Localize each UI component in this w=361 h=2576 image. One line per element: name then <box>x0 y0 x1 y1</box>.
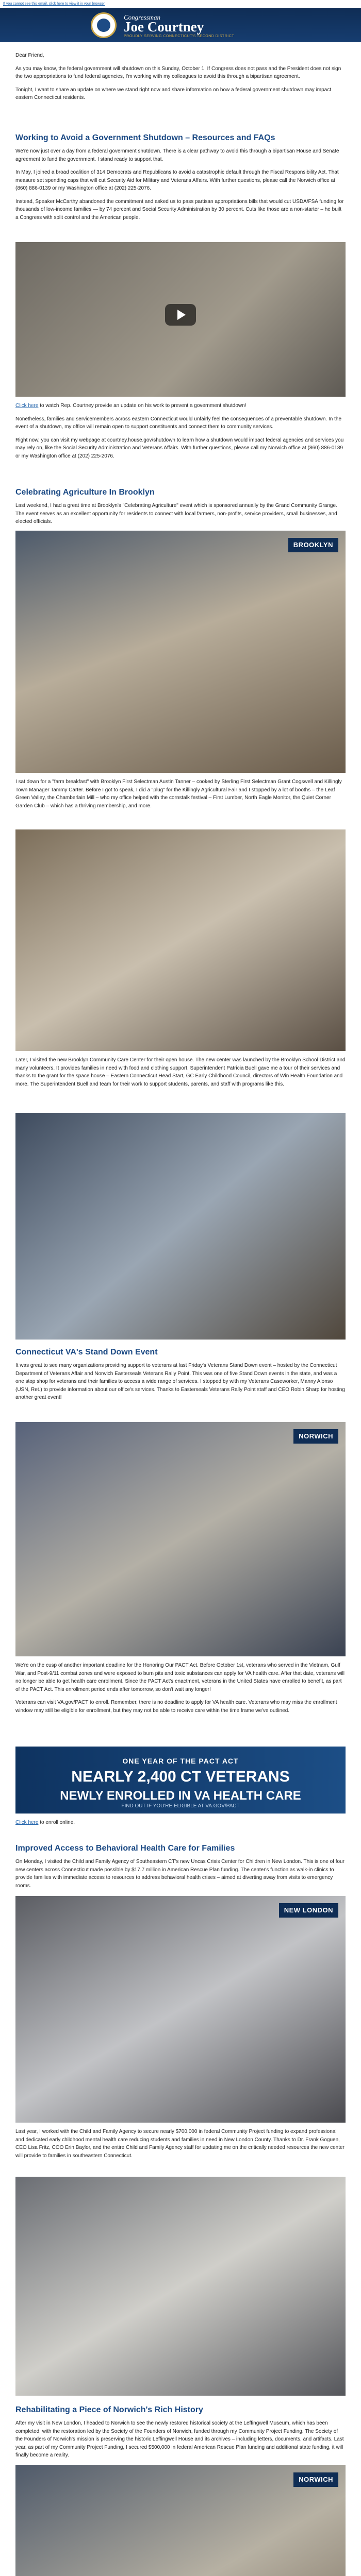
ad-caption <box>15 1819 346 1827</box>
norwich-history-section <box>15 2405 346 2465</box>
new-london-photo <box>15 1896 346 2123</box>
ad-caption-wrap <box>15 1817 346 1832</box>
section-paragraph: Last weekend, I had a great time at Brooklyn's "Celebrating Agriculture" event which is sponsored annually by the Grand Community Grange. The event serves as an excellent opportunity for residents to connect with local farmers, non-profits, service providers, small businesses, and elected officials. <box>15 503 337 524</box>
brooklyn-care-center-photo <box>15 829 346 1051</box>
shutdown-section <box>15 133 346 227</box>
intro-paragraph: As you may know, the federal government will shutdown on this Sunday, October 1. If Congress does not pass and the President does not sign the two appropriations to fund federal agencies, I'm working with my colleagues to avoid this through a bipartisan agreement. <box>15 65 341 79</box>
video-caption <box>15 402 346 410</box>
agriculture-caption <box>15 1056 346 1093</box>
agriculture-section-cont <box>15 778 346 815</box>
norwich-history-photo <box>15 2465 346 2576</box>
section-paragraph: We're now just over a day from a federal government shutdown. There is a clear pathway to avoid this through a bipartisan House and Senate agreement to fund the government. I stand ready to support that. <box>15 148 339 162</box>
shutdown-section-cont <box>15 400 346 465</box>
photo-caption: Later, I visited the new Brooklyn Community Care Center for their open house. The new center was launched by the Brooklyn School District and many volunteers. It provides families in need with food and clothing support. Superintendent Patricia Buell gave me a tour of their services and thanks to the grant for the space house – Eastern Connecticut Head Start, GC Early Childhood Council, directors of Win Health Foundation and more. The Superintendent Buell and team for their work to support students, parents, and staff with programs like this. <box>15 1057 346 1087</box>
view-in-browser-link[interactable]: If you cannot see this email, click here to view it in your browser <box>3 2 105 6</box>
banner-title-name: Joe Courtney <box>124 19 204 35</box>
ad-headline: NEARLY 2,400 CT VETERANS <box>71 1768 290 1785</box>
location-tag: NORWICH <box>293 1429 338 1444</box>
location-tag: NEW LONDON <box>279 1903 338 1918</box>
location-tag: NORWICH <box>293 2472 338 2487</box>
ad-caption-text: to enroll online. <box>38 1820 75 1825</box>
crisis-center-photo <box>15 2177 346 2396</box>
congress-seal-icon <box>91 12 117 38</box>
ad-line: ONE YEAR OF THE PACT ACT <box>122 1757 239 1765</box>
section-paragraph: In May, I joined a broad coalition of 314 Democrats and Republicans to avoid a catastrophic default through the Fiscal Responsibility Act. That measure set spending caps that will cut Security Aid for Military and Veterans Affairs. With further questions, please call the Norwich office at (860) 886-0139 or my Washington office at (202) 225-2076. <box>15 170 339 191</box>
section-paragraph: Instead, Speaker McCarthy abandoned the commitment and asked us to pass partisan appropriations bills that would cut USDA/FSA funding for thousands of low-income families — by 74 percent and Social Security Administration by 30 percent. Cuts like those are a non-starter – he built a Congress with split control and the American people. <box>15 198 344 221</box>
section-paragraph: It was great to see many organizations providing support to veterans at last Friday's Veterans Stand Down event – hosted by the Connecticut Department of Veterans Affair and Norwich Easterseals Veterans Rally Point. This was one of five Stand Down events in the state, and was a one stop shop for veterans and their families to access a wide range of services. I stopped by with my Veterans Caseworker, Manny Alonso (USN, Ret.) to provide information about our office's services. Thanks to Easterseals Veterans Rally Point staff and CEO Robin Sharp for hosting another great event! <box>15 1363 345 1400</box>
section-paragraph: I sat down for a "farm breakfast" with Brooklyn First Selectman Austin Tanner – cooked by Sterling First Selectman Grant Cogswell and Killingly Town Manager Tammy Carter. Before I got to speak, I did a "plug" for the Killingly Agricultural Fair and I stopped by a lot of booths – the Leaf Green Valley, the Chamberlain Mill – who my office helped with the cornstalk festival – First Lumber, North Eagle Monitor, the Quiet Corner Garden Club – which has a thriving membership, and more. <box>15 779 342 809</box>
behavioral-health-cont <box>15 2128 346 2165</box>
pact-act-ad[interactable] <box>15 1747 346 1814</box>
stand-down-section-cont <box>15 1662 346 1720</box>
banner-title-prefix: Congressman <box>124 13 161 21</box>
stand-down-section <box>15 1347 346 1407</box>
section-paragraph: We're on the cusp of another important deadline for the Honoring Our PACT Act. Before October 1st, veterans who served in the Vietnam, Gulf War, and Post-9/11 combat zones and were exposed to burn pits and toxic substances can apply for VA health care. After that date, veterans will no longer be able to get health care enrollment. Since the PACT Act's enactment, veterans in the United States have enrolled to benefit, as part of the PACT Act. This enrollment period ends after tomorrow, so don't wait any longer! <box>15 1663 344 1692</box>
header-banner <box>0 8 361 42</box>
section-title: Improved Access to Behavioral Health Care for Families <box>15 1844 235 1853</box>
section-paragraph: After my visit in New London, I headed to Norwich to see the newly restored historical society at the Leffingwell Museum, which has been completed, with the restoration led by the Society of the Founders of Norwich, funded through my Community Project Funding. The Society of the Founders of Norwich's mission is preserving the historic Leffingwell House and its archives – including letters, documents, and artifacts. Last year, as part of my Community Project Funding, I secured $500,000 in federal American Rescue Plan funding and additional state funding, it will finally become a reality. <box>15 2420 344 2458</box>
brooklyn-breakfast-photo <box>15 531 346 773</box>
stand-down-photo <box>15 1422 346 1656</box>
section-paragraph: Veterans can visit VA.gov/PACT to enroll. Remember, there is no deadline to apply for VA health care. Veterans who may miss the enrollment window may still be eligible for enrollment, but they may not be able to receive care within the time frame we've outlined. <box>15 1700 337 1714</box>
ad-footer: FIND OUT IF YOU'RE ELIGIBLE AT VA.GOV/PACT <box>121 1803 240 1809</box>
section-title: Rehabilitating a Piece of Norwich's Rich History <box>15 2405 203 2414</box>
intro-section <box>15 52 346 107</box>
section-title: Connecticut VA's Stand Down Event <box>15 1348 158 1357</box>
behavioral-health-section <box>15 1843 346 1895</box>
section-title: Celebrating Agriculture In Brooklyn <box>15 488 155 497</box>
greeting: Dear Friend, <box>15 53 44 58</box>
video-thumbnail[interactable] <box>15 242 346 397</box>
section-title: Working to Avoid a Government Shutdown – Resources and FAQs <box>15 133 275 142</box>
ad-subhead: NEWLY ENROLLED IN VA HEALTH CARE <box>60 1789 301 1803</box>
section-paragraph: On Monday, I visited the Child and Family Agency of Southeastern CT's new Uncas Crisis Center for Children in New London. This is one of four new centers across Connecticut made possible by $17.7 million in American Rescue Plan funding. The center's function as walk-in clinics to provide families with immediate access to resources to address behavioral health crises – aimed at diverting away from visits to emergency rooms. <box>15 1859 344 1889</box>
video-link[interactable]: Click here <box>15 403 39 409</box>
section-paragraph: Nonetheless, families and servicemembers across eastern Connecticut would unfairly feel the consequences of a preventable shutdown. In the event of a shutdown, my office will remain open to support constituents and connect them to community services. <box>15 416 342 430</box>
section-paragraph: Right now, you can visit my webpage at courtney.house.gov/shutdown to learn how a shutdown would impact federal agencies and services you may rely on, like the Social Security Administration and Veterans Affairs. With further questions, please call my Norwich office at (860) 886-0139 or my Washington office at (202) 225-2076. <box>15 437 344 459</box>
play-icon[interactable] <box>165 304 196 326</box>
video-caption-text: to watch Rep. Courtney provide an update on his work to prevent a government shutdown! <box>38 403 247 409</box>
enroll-link[interactable]: Click here <box>15 1820 39 1825</box>
banner-tagline: PROUDLY SERVING CONNECTICUT'S SECOND DISTRICT <box>124 35 235 38</box>
section-paragraph: Last year, I worked with the Child and Family Agency to secure nearly $700,000 in federal Community Project funding to expand professional and dedicated early childhood mental health care reducing students and families in need in New London County. Thanks to Dr. Frank Goguen, CEO Lisa Fritz, COO Erin Baylor, and the entire Child and Family Agency staff for updating me on the critically needed resources the new center will provide to families in southeastern Connecticut. <box>15 2129 344 2159</box>
agriculture-section <box>15 487 346 531</box>
intro-paragraph: Tonight, I want to share an update on where we stand right now and share information on how a federal government shutdown may impact eastern Connecticut residents. <box>15 87 332 100</box>
care-center-volunteers-photo <box>15 1113 346 1340</box>
location-tag: BROOKLYN <box>288 538 338 552</box>
